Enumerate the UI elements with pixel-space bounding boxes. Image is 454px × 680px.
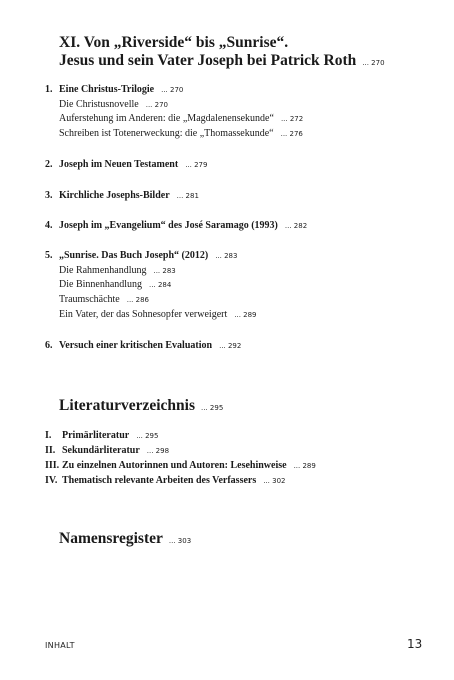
entry-label: Traumschächte: [59, 294, 120, 305]
item-page-ref: ... 295: [136, 432, 159, 440]
entry-number: 4.: [45, 220, 53, 231]
entry-number: 2.: [45, 159, 53, 170]
bib-item-3[interactable]: [45, 460, 316, 471]
bib-item-4[interactable]: [45, 475, 286, 486]
entry-label: Ein Vater, der das Sohnesopfer verweigert: [59, 309, 228, 320]
entry-label: Kirchliche Josephs-Bilder: [59, 190, 170, 201]
entry-label: Eine Christus-Trilogie: [59, 84, 155, 95]
entry-label: Die Binnenhandlung: [59, 279, 143, 290]
index-title: Namensregister: [59, 530, 163, 547]
entry-page-ref: ... 283: [153, 267, 176, 275]
entry-label: Joseph im „Evangelium“ des José Saramago (1993): [59, 220, 278, 231]
entry-label: Auferstehung im Anderen: die „Magdalenensekunde“: [59, 113, 274, 124]
toc-entry-2[interactable]: [45, 159, 207, 170]
footer-section-label: INHALT: [45, 641, 75, 650]
chapter-title-line1: XI. Von „Riverside“ bis „Sunrise“.: [59, 34, 289, 51]
toc-entry-4[interactable]: [45, 220, 307, 231]
entry-page-ref: ... 272: [280, 115, 304, 123]
entry-label: Die Christusnovelle: [59, 99, 139, 110]
toc-entry-1[interactable]: [45, 84, 183, 95]
index-page-ref: ... 303: [168, 537, 192, 545]
toc-subentry-1c[interactable]: [59, 128, 303, 139]
toc-entry-6[interactable]: [45, 340, 241, 351]
toc-subentry-1b[interactable]: [59, 113, 303, 124]
chapter-title-text: Jesus und sein Vater Joseph bei Patrick Roth: [59, 52, 357, 69]
entry-page-ref: ... 276: [280, 130, 303, 138]
index-heading[interactable]: [59, 530, 191, 548]
item-number: III.: [45, 460, 60, 471]
toc-subentry-5d[interactable]: [59, 309, 257, 320]
entry-number: 1.: [45, 84, 53, 95]
entry-page-ref: ... 282: [284, 222, 308, 230]
item-page-ref: ... 302: [263, 477, 286, 485]
entry-page-ref: ... 270: [161, 86, 184, 94]
bibliography-title: Literaturverzeichnis: [59, 397, 196, 414]
toc-entry-3[interactable]: [45, 190, 199, 201]
bib-item-1[interactable]: [45, 430, 158, 441]
item-number: II.: [45, 445, 56, 456]
footer-page-number: 13: [407, 637, 423, 651]
entry-page-ref: ... 289: [234, 311, 257, 319]
chapter-page-ref: ... 270: [362, 59, 385, 67]
entry-label: Joseph im Neuen Testament: [59, 159, 179, 170]
entry-label: Versuch einer kritischen Evaluation: [59, 340, 213, 351]
item-label: Zu einzelnen Autorinnen und Autoren: Lesehinweise: [62, 460, 287, 471]
entry-page-ref: ... 284: [149, 281, 172, 289]
item-page-ref: ... 289: [293, 462, 316, 470]
bibliography-heading[interactable]: [59, 397, 223, 415]
entry-number: 6.: [45, 340, 53, 351]
item-number: I.: [45, 430, 52, 441]
entry-label: Schreiben ist Totenerweckung: die „Thomassekunde“: [59, 128, 274, 139]
entry-page-ref: ... 270: [145, 101, 168, 109]
toc-subentry-1a[interactable]: [59, 99, 168, 110]
toc-subentry-5b[interactable]: [59, 279, 171, 290]
entry-page-ref: ... 279: [185, 161, 208, 169]
item-label: Sekundärliteratur: [62, 445, 140, 456]
chapter-title-line2: [59, 52, 385, 72]
entry-page-ref: ... 286: [126, 296, 149, 304]
bib-item-2[interactable]: [45, 445, 169, 456]
entry-page-ref: ... 292: [219, 342, 242, 350]
bibliography-page-ref: ... 295: [201, 404, 224, 412]
entry-page-ref: ... 283: [215, 252, 238, 260]
toc-entry-5[interactable]: [45, 250, 237, 261]
toc-subentry-5c[interactable]: [59, 294, 149, 305]
entry-label: Die Rahmenhandlung: [59, 265, 147, 276]
entry-label: „Sunrise. Das Buch Joseph“ (2012): [59, 250, 209, 261]
entry-page-ref: ... 281: [176, 192, 199, 200]
entry-number: 5.: [45, 250, 53, 261]
toc-subentry-5a[interactable]: [59, 265, 176, 276]
item-label: Thematisch relevante Arbeiten des Verfassers: [62, 475, 257, 486]
item-label: Primärliteratur: [62, 430, 130, 441]
item-page-ref: ... 298: [146, 447, 170, 455]
item-number: IV.: [45, 475, 58, 486]
entry-number: 3.: [45, 190, 53, 201]
